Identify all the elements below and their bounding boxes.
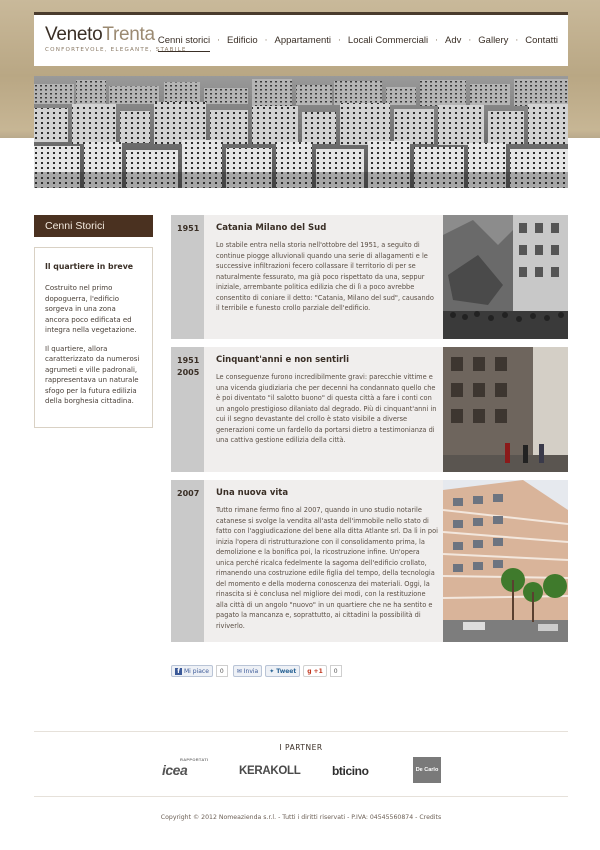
story-photo-new-building bbox=[443, 480, 568, 642]
partner-logo-icea[interactable] bbox=[162, 757, 208, 778]
nav-item-gallery[interactable]: Gallery bbox=[478, 35, 509, 46]
story-title: Catania Milano del Sud bbox=[216, 223, 327, 233]
story-year-start: 1951 bbox=[177, 224, 200, 233]
logo-name-bold: Veneto bbox=[45, 24, 103, 45]
facebook-send-label: Invia bbox=[243, 667, 259, 675]
nav-item-locali-commerciali[interactable]: Locali Commerciali bbox=[347, 35, 429, 46]
nav-item-edificio[interactable]: Edificio bbox=[227, 35, 258, 46]
story-year-start: 1951 bbox=[177, 356, 200, 365]
nav-separator: · bbox=[468, 36, 472, 46]
divider bbox=[34, 796, 568, 797]
partner-logo-de-carlo[interactable]: De Carlo bbox=[413, 757, 441, 783]
logo-tagline: CONFORTEVOLE, ELEGANTE, STABILE bbox=[45, 47, 187, 53]
google-plus-label: +1 bbox=[313, 667, 323, 675]
sidebar-title: Cenni Storici bbox=[34, 215, 153, 237]
partner-logo-icea-text: icea bbox=[162, 762, 188, 778]
story-title: Cinquant'anni e non sentirli bbox=[216, 355, 349, 365]
facebook-like-label: Mi piace bbox=[184, 667, 209, 675]
logo-name-light: Trenta bbox=[102, 24, 155, 45]
social-share-bar bbox=[171, 665, 347, 677]
story-year bbox=[171, 480, 204, 642]
story-text: Le conseguenze furono incredibilmente gravi: parecchie vittime e una vicenda giudiziaria che per decenni ha condannato quello che è poi diventato "il salotto buono" di questa città a fare i conti con un angolo prestigioso dilaniato dal degrado. Più di cinquant'anni in cui il segno devastante del crollo è stato visibile a diverse generazioni come un fardello da portarsi dietro a testimonianza di una cattiva gestione edilizia della città. bbox=[216, 373, 437, 444]
twitter-icon: ✦ bbox=[269, 667, 275, 675]
story-year-end: 2005 bbox=[177, 368, 200, 377]
story-year bbox=[171, 347, 204, 472]
facebook-like-button[interactable] bbox=[171, 665, 213, 677]
story-title: Una nuova vita bbox=[216, 488, 289, 498]
facebook-like-count: 0 bbox=[216, 665, 228, 677]
city-skyline-image bbox=[34, 76, 568, 188]
send-icon: ✉ bbox=[236, 667, 242, 675]
nav-item-appartamenti[interactable]: Appartamenti bbox=[274, 35, 332, 46]
story-body bbox=[216, 488, 438, 631]
nav-separator: · bbox=[515, 36, 519, 46]
sidebar-heading: Il quartiere in breve bbox=[45, 262, 134, 271]
partner-logo-kerakoll[interactable]: KERAKOLL bbox=[239, 765, 301, 777]
facebook-send-button[interactable] bbox=[233, 665, 263, 677]
story-photo-collapse bbox=[443, 215, 568, 339]
story-body bbox=[216, 223, 438, 314]
facebook-icon: f bbox=[175, 668, 182, 675]
nav-separator: · bbox=[264, 36, 268, 46]
partner-logos bbox=[34, 755, 568, 785]
partners-title: I PARTNER bbox=[279, 743, 323, 752]
collapse-photo-image bbox=[443, 215, 568, 339]
footer-copyright: Copyright © 2012 Nomeazienda s.r.l. - Tutti i diritti riservati - P.IVA: 04545560874 - Credits bbox=[160, 814, 442, 821]
sidebar-box bbox=[34, 247, 153, 428]
ruin-photo-image bbox=[443, 347, 568, 472]
main-nav bbox=[158, 35, 558, 52]
story-year bbox=[171, 215, 204, 339]
story-card-1951 bbox=[171, 215, 568, 339]
google-plus-button[interactable] bbox=[303, 665, 327, 677]
divider bbox=[34, 731, 568, 732]
story-text: Lo stabile entra nella storia nell'ottobre del 1951, a seguito di continue piogge alluvionali quando una serie di allagamenti e le successive infiltrazioni fecero collassare il territorio di per se naturalmente fessurato, ma già poco rispettato da una, seppur iniziale, arrembante politica edilizia che di lì a poco avrebbe consentito di coniare il detto: "Catania, Milano del sud", causando il terribile e funesto crollo parziale dell'edificio. bbox=[216, 241, 434, 312]
nav-separator: · bbox=[217, 36, 221, 46]
partner-logo-icea-tagline: RAPPORTATI bbox=[180, 757, 209, 762]
google-plus-icon: g bbox=[307, 667, 312, 675]
nav-item-adv[interactable]: Adv bbox=[445, 35, 462, 46]
google-plus-count: 0 bbox=[330, 665, 342, 677]
story-card-1951-2005 bbox=[171, 347, 568, 472]
nav-item-contatti[interactable]: Contatti bbox=[525, 35, 558, 46]
story-year-start: 2007 bbox=[177, 489, 200, 498]
story-text: Tutto rimane fermo fino al 2007, quando in uno studio notarile catanese si svolge la vendita all'asta dell'immobile nello stato di fatto con l'aggiudicazione del bene alla ditta Atlante srl. Da lì in poi inizia l'opera di ristrutturazione con il consolidamento prima, la demolizione e la bonifica poi, la ricostruzione infine. Un'opera unica perché ricalca fedelmente la sagoma dell'edificio crollato, rimanendo una costruzione edile figlia del tempo, della tecnologia del momento e della moderna conoscenza dei materiali. Oggi, la rinascita si è conclusa nel migliore dei modi, con la restituzione alla città di un angolo "nuovo" in un quartiere che ne ha sentito e pagato la mancanza e, soprattutto, ai cittadini la possibilità di riviverlo. bbox=[216, 506, 438, 630]
nav-separator: · bbox=[338, 36, 341, 46]
tweet-button[interactable] bbox=[265, 665, 300, 677]
story-body bbox=[216, 355, 438, 446]
sidebar-paragraph: Il quartiere, allora caratterizzato da numerosi agrumeti e ville padronali, rappresentava un naturale sfogo per la futura edilizia della borghesia cittadina. bbox=[45, 344, 140, 405]
story-card-2007 bbox=[171, 480, 568, 642]
new-building-render-image bbox=[443, 480, 568, 642]
partner-logo-bticino[interactable]: bticino bbox=[332, 764, 369, 778]
sidebar-paragraph: Costruito nel primo dopoguerra, l'edificio sorgeva in una zona ancora poco edificata ed integra nella vegetazione. bbox=[45, 284, 137, 334]
tweet-label: Tweet bbox=[276, 667, 297, 675]
hero-city-photo bbox=[34, 76, 568, 188]
story-photo-ruin bbox=[443, 347, 568, 472]
nav-item-cenni-storici[interactable]: Cenni storici bbox=[158, 35, 210, 52]
nav-separator: · bbox=[435, 36, 439, 46]
site-header bbox=[34, 12, 568, 66]
